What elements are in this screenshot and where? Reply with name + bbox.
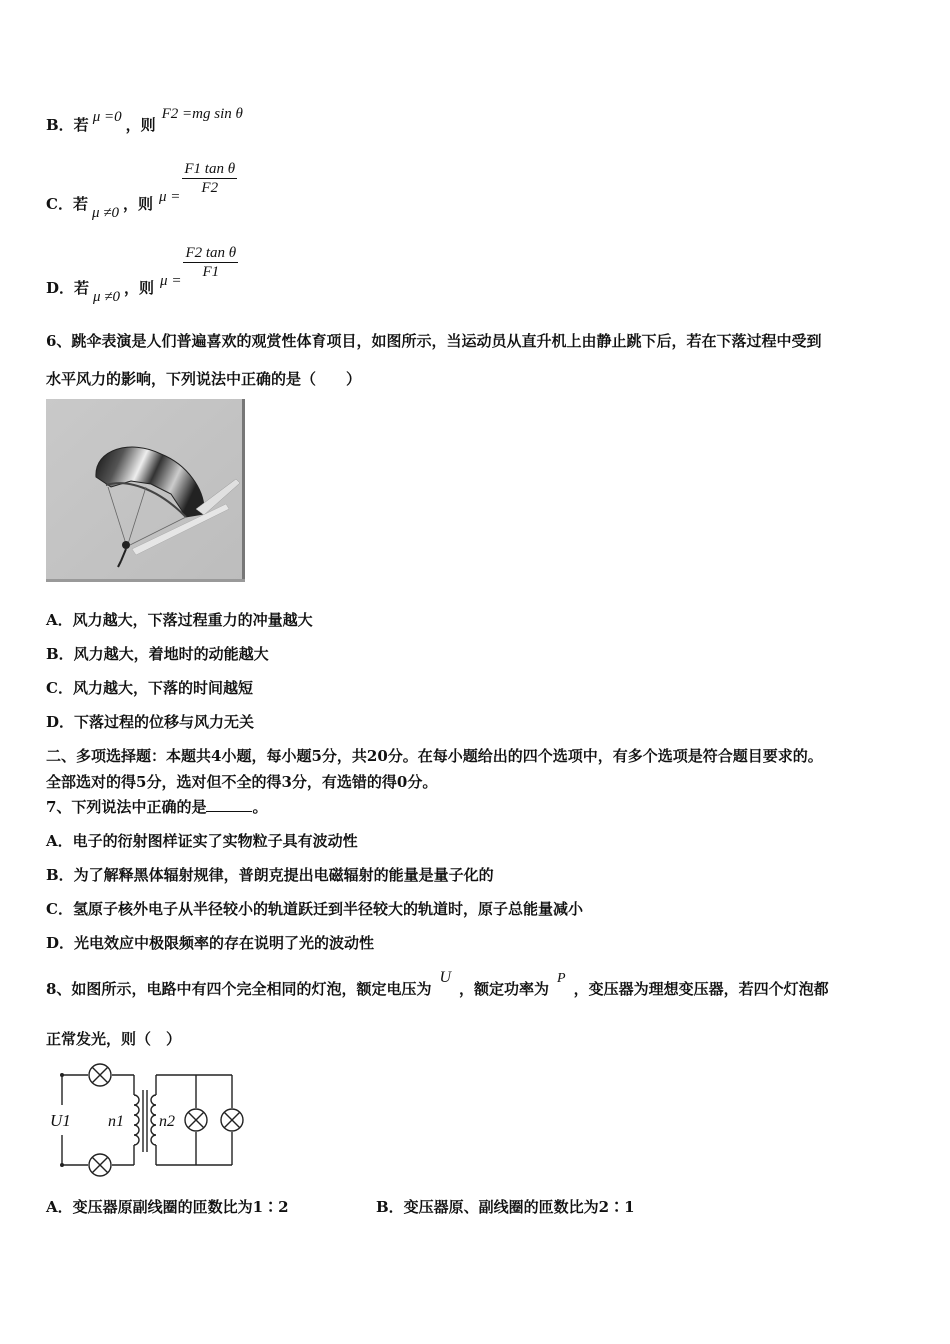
q7-stem: 7、下列说法中正确的是 。 <box>46 798 268 816</box>
q7-option-d[interactable]: D．光电效应中极限频率的存在说明了光的波动性 <box>46 934 375 952</box>
q6-stem-line2: 水平风力的影响，下列说法中正确的是（ ） <box>46 370 362 388</box>
q8-option-b[interactable]: B．变压器原、副线圈的匝数比为2∶1 <box>376 1198 635 1216</box>
q8-stem-line1: 8、如图所示，电路中有四个完全相同的灯泡，额定电压为U，额定功率为P，变压器为理想变压器，若四个灯泡都 <box>46 969 829 998</box>
q7-option-a[interactable]: A．电子的衍射图样证实了实物粒子具有波动性 <box>46 832 358 850</box>
circuit-n2-label: n2 <box>159 1113 175 1130</box>
q6-option-b[interactable]: B．风力越大，着地时的动能越大 <box>46 645 269 663</box>
q7-answer-blank <box>206 797 252 812</box>
transformer-circuit-diagram <box>46 1060 251 1180</box>
q6-stem-line1: 6、跳伞表演是人们普遍喜欢的观赏性体育项目，如图所示，当运动员从直升机上由静止跳下后，若在下落过程中受到 <box>46 332 822 350</box>
section2-line2: 全部选对的得5分，选对但不全的得3分，有选错的得0分。 <box>46 773 438 791</box>
option-c-prev: C．若 μ ≠0 ，则 μ = $\frac{\text{F1 tan θ}}{F2}$ <box>46 161 236 221</box>
q7-option-c[interactable]: C．氢原子核外电子从半径较小的轨道跃迁到半径较大的轨道时，原子总能量减小 <box>46 900 583 918</box>
q6-option-a[interactable]: A．风力越大，下落过程重力的冲量越大 <box>46 611 313 629</box>
q7-option-b[interactable]: B．为了解释黑体辐射规律，普朗克提出电磁辐射的能量是量子化的 <box>46 866 494 884</box>
parachute-image <box>46 399 245 582</box>
circuit-n1-label: n1 <box>108 1113 124 1130</box>
q6-option-c[interactable]: C．风力越大，下落的时间越短 <box>46 679 253 697</box>
option-d-prev: D．若 μ ≠0 ，则 μ = $\frac{\text{F2 tan θ}}{F1}$ <box>46 245 237 305</box>
section2-line1: 二、多项选择题：本题共4小题，每小题5分，共20分。在每小题给出的四个选项中，有多个选项是符合题目要求的。 <box>46 747 823 765</box>
option-b-prev: B．若 μ =0 ，则F2 =mg sin θ <box>46 106 243 134</box>
q8-stem-line2: 正常发光，则（ ） <box>46 1030 182 1048</box>
q8-option-a[interactable]: A．变压器原副线圈的匝数比为1∶2 <box>46 1198 289 1216</box>
q6-option-d[interactable]: D．下落过程的位移与风力无关 <box>46 713 255 731</box>
circuit-u1-label: U1 <box>50 1111 71 1130</box>
